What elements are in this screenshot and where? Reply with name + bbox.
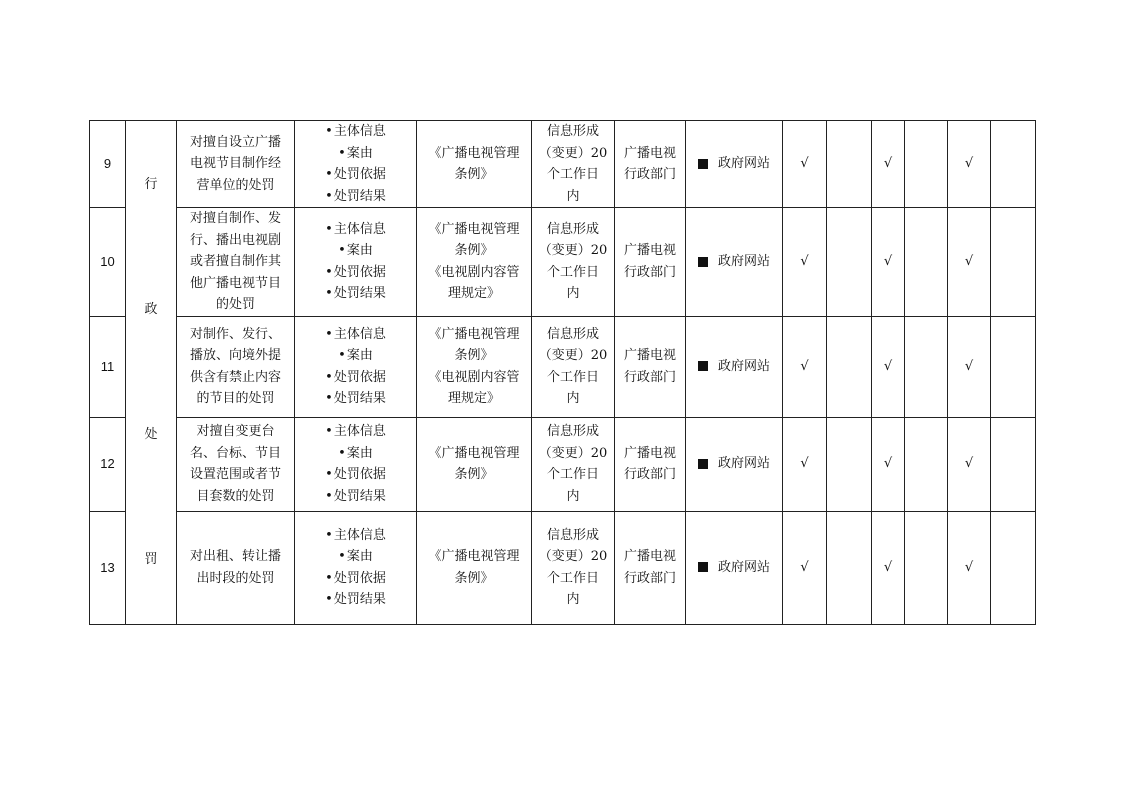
content-line: • 处罚结果 <box>325 388 386 410</box>
department-cell <box>615 511 686 624</box>
basis-cell <box>417 208 532 317</box>
item-cell <box>177 121 295 208</box>
check-cell: √ <box>783 417 827 511</box>
check-cell: √ <box>783 121 827 208</box>
filled-square-icon <box>698 361 708 371</box>
check-cell: √ <box>783 208 827 317</box>
row-number: 9 <box>90 121 126 208</box>
item-line: 播放、向境外提 <box>189 348 281 363</box>
content-line: • 处罚结果 <box>325 486 386 508</box>
basis-line: 条例》 <box>454 570 494 586</box>
department-line: 行政部门 <box>623 167 676 182</box>
timeframe-line: 内 <box>566 391 580 406</box>
table-row <box>90 208 1036 317</box>
category-char: 罚 <box>144 552 158 568</box>
item-line: 名、台标、节目 <box>189 445 281 461</box>
item-line: 对出租、转让播 <box>189 549 281 564</box>
check-cell <box>827 316 872 417</box>
check-cell <box>991 208 1036 317</box>
channel-cell <box>686 121 783 208</box>
content-line: • 处罚依据 <box>325 367 386 389</box>
basis-line: 《广播电视管理 <box>428 445 520 461</box>
content-line: • 处罚依据 <box>325 464 386 486</box>
timeframe-line: 信息形成 <box>546 424 599 439</box>
basis-line: 《广播电视管理 <box>428 221 520 237</box>
item-line: 出时段的处罚 <box>196 570 275 586</box>
row-number: 10 <box>90 208 126 317</box>
check-cell <box>905 511 948 624</box>
content-cell <box>295 511 417 624</box>
filled-square-icon <box>698 562 708 572</box>
check-cell: √ <box>783 316 827 417</box>
item-line: 设置范围或者节 <box>189 467 281 482</box>
check-cell: √ <box>872 511 905 624</box>
content-line: • 处罚依据 <box>325 262 386 284</box>
item-cell <box>177 511 295 624</box>
content-cell <box>295 121 417 208</box>
filled-square-icon <box>698 257 708 267</box>
check-cell: √ <box>948 121 991 208</box>
timeframe-cell <box>532 511 615 624</box>
check-cell: √ <box>948 511 991 624</box>
category-char: 处 <box>144 427 158 443</box>
timeframe-cell <box>532 417 615 511</box>
timeframe-cell <box>532 208 615 317</box>
timeframe-line: 个工作日 <box>546 167 599 182</box>
item-cell <box>177 417 295 511</box>
timeframe-line: 内 <box>566 286 580 302</box>
check-cell <box>827 121 872 208</box>
check-cell: √ <box>872 121 905 208</box>
timeframe-cell <box>532 121 615 208</box>
row-number: 13 <box>90 511 126 624</box>
content-line: • 主体信息 <box>325 525 386 547</box>
check-cell <box>827 511 872 624</box>
channel-label: 政府网站 <box>717 559 770 575</box>
content-line: • 案由 <box>325 143 386 165</box>
basis-line: 条例》 <box>454 348 494 363</box>
content-cell <box>295 417 417 511</box>
timeframe-line: （变更）20 <box>538 549 608 564</box>
department-line: 广播电视 <box>623 243 676 259</box>
item-line: 他广播电视节目 <box>189 275 281 291</box>
channel-cell <box>686 208 783 317</box>
item-line: 供含有禁止内容 <box>189 369 281 385</box>
timeframe-line: （变更）20 <box>538 348 608 363</box>
content-line: • 处罚依据 <box>325 568 386 590</box>
department-line: 行政部门 <box>623 467 676 482</box>
basis-line: 条例》 <box>454 467 494 482</box>
timeframe-line: （变更）20 <box>538 145 608 161</box>
item-line: 对擅自变更台 <box>196 424 275 439</box>
item-line: 营单位的处罚 <box>196 177 275 193</box>
basis-line: 《广播电视管理 <box>428 326 520 342</box>
timeframe-line: （变更）20 <box>538 445 608 461</box>
content-cell <box>295 208 417 317</box>
filled-square-icon <box>698 159 708 169</box>
content-line: • 主体信息 <box>325 219 386 241</box>
category-cell <box>126 121 177 625</box>
department-line: 广播电视 <box>623 145 676 161</box>
category-char: 政 <box>144 302 158 318</box>
timeframe-line: （变更）20 <box>538 243 608 259</box>
content-line: • 处罚结果 <box>325 589 386 611</box>
timeframe-line: 内 <box>566 188 580 204</box>
timeframe-line: 信息形成 <box>546 527 599 543</box>
filled-square-icon <box>698 459 708 469</box>
department-line: 行政部门 <box>623 570 676 586</box>
check-cell <box>827 417 872 511</box>
category-char: 行 <box>144 177 158 193</box>
check-cell <box>991 417 1036 511</box>
item-line: 对擅自设立广播 <box>189 134 281 150</box>
check-cell: √ <box>948 208 991 317</box>
item-line: 的节目的处罚 <box>196 391 275 406</box>
content-line: • 案由 <box>325 240 386 262</box>
basis-line: 《电视剧内容管 <box>428 264 520 280</box>
department-line: 行政部门 <box>623 369 676 385</box>
content-line: • 案由 <box>325 345 386 367</box>
check-cell: √ <box>872 316 905 417</box>
basis-cell <box>417 511 532 624</box>
item-cell <box>177 208 295 317</box>
department-cell <box>615 208 686 317</box>
check-cell: √ <box>948 316 991 417</box>
basis-line: 《电视剧内容管 <box>428 369 520 385</box>
department-line: 行政部门 <box>623 264 676 280</box>
check-cell <box>991 121 1036 208</box>
table-row <box>90 316 1036 417</box>
disclosure-table <box>89 120 1036 625</box>
timeframe-line: 信息形成 <box>546 124 599 139</box>
content-line: • 主体信息 <box>325 324 386 346</box>
department-cell <box>615 121 686 208</box>
content-line: • 处罚依据 <box>325 164 386 186</box>
check-cell: √ <box>948 417 991 511</box>
content-line: • 处罚结果 <box>325 283 386 305</box>
channel-cell <box>686 511 783 624</box>
timeframe-line: 个工作日 <box>546 467 599 482</box>
item-line: 目套数的处罚 <box>196 488 275 504</box>
item-line: 对擅自制作、发 <box>189 211 281 226</box>
department-line: 广播电视 <box>623 549 676 564</box>
basis-cell <box>417 316 532 417</box>
basis-line: 条例》 <box>454 167 494 182</box>
channel-label: 政府网站 <box>717 358 770 374</box>
item-line: 行、播出电视剧 <box>189 232 281 248</box>
content-line: • 处罚结果 <box>325 186 386 208</box>
basis-cell <box>417 417 532 511</box>
department-cell <box>615 417 686 511</box>
table-row <box>90 417 1036 511</box>
check-cell <box>991 511 1036 624</box>
timeframe-line: 个工作日 <box>546 369 599 385</box>
department-cell <box>615 316 686 417</box>
channel-label: 政府网站 <box>717 156 770 172</box>
channel-cell <box>686 316 783 417</box>
item-cell <box>177 316 295 417</box>
content-line: • 案由 <box>325 443 386 465</box>
timeframe-line: 内 <box>566 488 580 504</box>
table-row <box>90 511 1036 624</box>
channel-cell <box>686 417 783 511</box>
item-line: 对制作、发行、 <box>189 326 281 342</box>
timeframe-line: 信息形成 <box>546 326 599 342</box>
check-cell <box>905 121 948 208</box>
table-row <box>90 121 1036 208</box>
department-line: 广播电视 <box>623 445 676 461</box>
content-line: • 案由 <box>325 546 386 568</box>
basis-line: 《广播电视管理 <box>428 145 520 161</box>
basis-line: 理规定》 <box>447 286 500 302</box>
timeframe-line: 个工作日 <box>546 570 599 586</box>
timeframe-line: 内 <box>566 592 580 607</box>
basis-cell <box>417 121 532 208</box>
item-line: 的处罚 <box>215 297 255 312</box>
row-number: 12 <box>90 417 126 511</box>
check-cell <box>991 316 1036 417</box>
check-cell <box>905 208 948 317</box>
basis-line: 条例》 <box>454 243 494 259</box>
channel-label: 政府网站 <box>717 253 770 269</box>
item-line: 或者擅自制作其 <box>189 254 281 269</box>
check-cell: √ <box>783 511 827 624</box>
channel-label: 政府网站 <box>717 456 770 472</box>
timeframe-line: 个工作日 <box>546 264 599 280</box>
basis-line: 《广播电视管理 <box>428 549 520 564</box>
check-cell <box>905 417 948 511</box>
row-number: 11 <box>90 316 126 417</box>
content-line: • 主体信息 <box>325 421 386 443</box>
department-line: 广播电视 <box>623 348 676 363</box>
check-cell: √ <box>872 208 905 317</box>
basis-line: 理规定》 <box>447 391 500 406</box>
check-cell: √ <box>872 417 905 511</box>
timeframe-line: 信息形成 <box>546 221 599 237</box>
timeframe-cell <box>532 316 615 417</box>
check-cell <box>827 208 872 317</box>
content-cell <box>295 316 417 417</box>
check-cell <box>905 316 948 417</box>
item-line: 电视节目制作经 <box>189 156 281 172</box>
content-line: • 主体信息 <box>325 121 386 143</box>
